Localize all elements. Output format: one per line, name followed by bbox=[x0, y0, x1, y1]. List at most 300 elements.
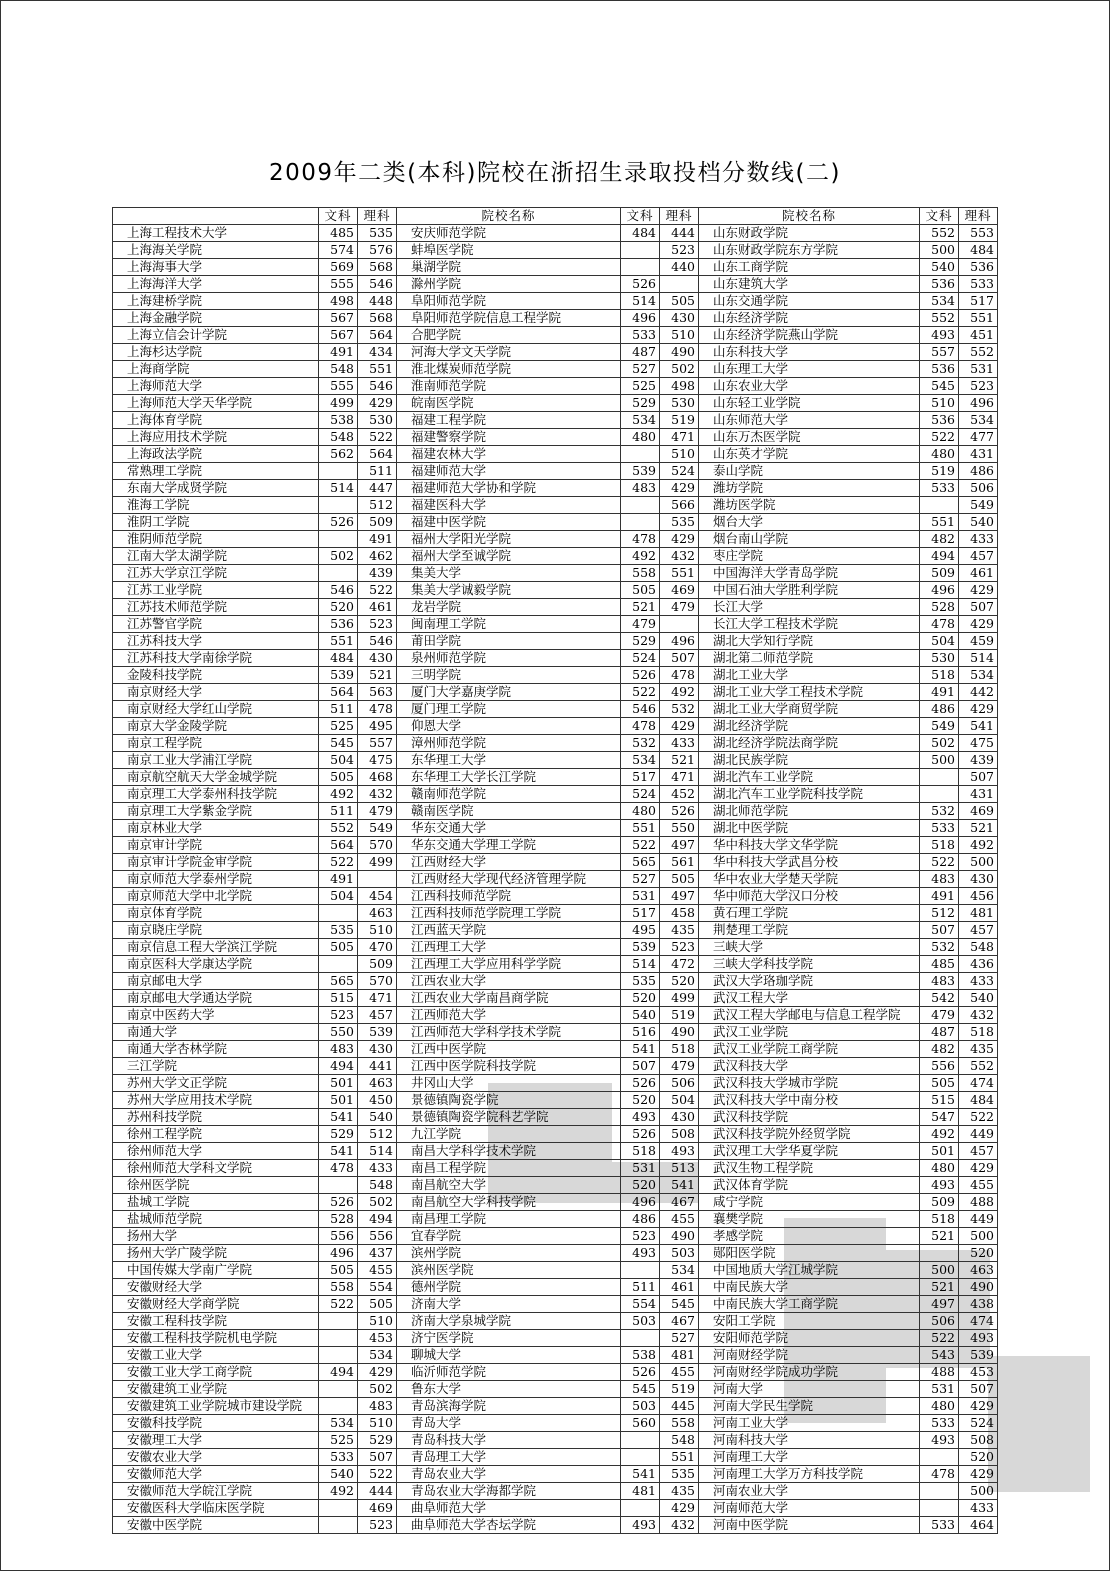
arts-score: 551 bbox=[319, 633, 358, 650]
arts-score: 494 bbox=[319, 1058, 358, 1075]
table-row bbox=[113, 1177, 998, 1194]
table-row bbox=[113, 1160, 998, 1177]
science-score: 507 bbox=[660, 650, 699, 667]
arts-score: 494 bbox=[920, 548, 959, 565]
table-row bbox=[113, 922, 998, 939]
science-score: 455 bbox=[959, 1177, 998, 1194]
arts-score: 501 bbox=[319, 1075, 358, 1092]
science-score: 558 bbox=[660, 1415, 699, 1432]
science-score: 507 bbox=[959, 1381, 998, 1398]
school-name: 上海工程技术大学 bbox=[113, 225, 319, 242]
table-row bbox=[113, 1245, 998, 1262]
arts-score: 528 bbox=[920, 599, 959, 616]
table-header-row bbox=[113, 208, 998, 225]
arts-score: 488 bbox=[920, 1364, 959, 1381]
arts-score: 532 bbox=[920, 803, 959, 820]
arts-score: 530 bbox=[920, 650, 959, 667]
school-name: 江西中医学院科技学院 bbox=[397, 1058, 621, 1075]
school-name: 山东建筑大学 bbox=[699, 276, 920, 293]
table-row bbox=[113, 1092, 998, 1109]
school-name: 武汉理工大学华夏学院 bbox=[699, 1143, 920, 1160]
arts-score bbox=[621, 446, 660, 463]
arts-score bbox=[319, 497, 358, 514]
arts-score bbox=[621, 259, 660, 276]
arts-score: 540 bbox=[621, 1007, 660, 1024]
table-row bbox=[113, 990, 998, 1007]
arts-score: 478 bbox=[621, 718, 660, 735]
science-score: 493 bbox=[959, 1330, 998, 1347]
school-name: 安徽建筑工业学院城市建设学院 bbox=[113, 1398, 319, 1415]
science-score: 429 bbox=[660, 1500, 699, 1517]
school-name: 集美大学诚毅学院 bbox=[397, 582, 621, 599]
arts-score: 525 bbox=[319, 1432, 358, 1449]
science-score: 510 bbox=[358, 922, 397, 939]
table-row bbox=[113, 344, 998, 361]
science-score: 535 bbox=[358, 225, 397, 242]
arts-score: 556 bbox=[920, 1058, 959, 1075]
school-name: 江西蓝天学院 bbox=[397, 922, 621, 939]
school-name: 南京体育学院 bbox=[113, 905, 319, 922]
table-row bbox=[113, 1466, 998, 1483]
school-name: 皖南医学院 bbox=[397, 395, 621, 412]
arts-score: 531 bbox=[621, 888, 660, 905]
science-score: 566 bbox=[660, 497, 699, 514]
science-score: 458 bbox=[660, 905, 699, 922]
science-score: 459 bbox=[959, 633, 998, 650]
school-name: 江南大学太湖学院 bbox=[113, 548, 319, 565]
table-row bbox=[113, 1007, 998, 1024]
school-name: 青岛理工大学 bbox=[397, 1449, 621, 1466]
school-name: 南京中医药大学 bbox=[113, 1007, 319, 1024]
arts-score: 520 bbox=[319, 599, 358, 616]
school-name: 淮南师范学院 bbox=[397, 378, 621, 395]
arts-score bbox=[621, 514, 660, 531]
arts-score: 505 bbox=[920, 1075, 959, 1092]
science-score: 568 bbox=[358, 310, 397, 327]
school-name: 南京审计学院 bbox=[113, 837, 319, 854]
school-name: 上海立信会计学院 bbox=[113, 327, 319, 344]
school-name: 滨州学院 bbox=[397, 1245, 621, 1262]
science-score: 440 bbox=[660, 259, 699, 276]
science-score: 439 bbox=[959, 752, 998, 769]
table-row bbox=[113, 599, 998, 616]
science-score: 526 bbox=[660, 803, 699, 820]
table-row bbox=[113, 854, 998, 871]
arts-score: 491 bbox=[920, 684, 959, 701]
arts-score: 501 bbox=[920, 1143, 959, 1160]
arts-score: 492 bbox=[319, 1483, 358, 1500]
science-score: 551 bbox=[959, 310, 998, 327]
school-name: 山东财政学院东方学院 bbox=[699, 242, 920, 259]
arts-score: 523 bbox=[621, 1228, 660, 1245]
school-name: 山东理工大学 bbox=[699, 361, 920, 378]
school-name: 福建中医学院 bbox=[397, 514, 621, 531]
arts-score: 548 bbox=[319, 429, 358, 446]
science-score: 506 bbox=[959, 480, 998, 497]
arts-score: 483 bbox=[920, 973, 959, 990]
school-name: 河南科技大学 bbox=[699, 1432, 920, 1449]
header-arts: 文科 bbox=[621, 208, 660, 225]
science-score: 517 bbox=[959, 293, 998, 310]
arts-score: 525 bbox=[621, 378, 660, 395]
table-row bbox=[113, 1313, 998, 1330]
school-name: 福建医科大学 bbox=[397, 497, 621, 514]
table-row bbox=[113, 1381, 998, 1398]
school-name: 安徽工程科技学院 bbox=[113, 1313, 319, 1330]
school-name: 江西师范大学 bbox=[397, 1007, 621, 1024]
science-score: 451 bbox=[959, 327, 998, 344]
science-score: 552 bbox=[959, 344, 998, 361]
science-score: 442 bbox=[959, 684, 998, 701]
arts-score: 505 bbox=[319, 939, 358, 956]
science-score: 429 bbox=[358, 1364, 397, 1381]
arts-score: 518 bbox=[621, 1143, 660, 1160]
table-row bbox=[113, 1211, 998, 1228]
arts-score: 526 bbox=[621, 667, 660, 684]
arts-score: 499 bbox=[319, 395, 358, 412]
table-row bbox=[113, 361, 998, 378]
science-score: 429 bbox=[959, 1398, 998, 1415]
arts-score: 485 bbox=[920, 956, 959, 973]
table-row bbox=[113, 735, 998, 752]
school-name: 聊城大学 bbox=[397, 1347, 621, 1364]
school-name: 湖北师范学院 bbox=[699, 803, 920, 820]
science-score: 467 bbox=[660, 1313, 699, 1330]
science-score: 540 bbox=[959, 990, 998, 1007]
science-score: 532 bbox=[660, 701, 699, 718]
school-name: 江苏技术师范学院 bbox=[113, 599, 319, 616]
science-score: 552 bbox=[959, 1058, 998, 1075]
science-score: 430 bbox=[660, 1109, 699, 1126]
science-score: 502 bbox=[358, 1381, 397, 1398]
science-score: 570 bbox=[358, 837, 397, 854]
science-score: 553 bbox=[959, 225, 998, 242]
header-arts: 文科 bbox=[920, 208, 959, 225]
science-score: 478 bbox=[660, 667, 699, 684]
arts-score: 551 bbox=[920, 514, 959, 531]
table-row bbox=[113, 1024, 998, 1041]
table-row bbox=[113, 1415, 998, 1432]
science-score: 475 bbox=[959, 735, 998, 752]
science-score: 545 bbox=[660, 1296, 699, 1313]
arts-score: 504 bbox=[920, 633, 959, 650]
school-name: 南昌航空大学 bbox=[397, 1177, 621, 1194]
arts-score: 514 bbox=[319, 480, 358, 497]
science-score: 447 bbox=[358, 480, 397, 497]
school-name: 曲阜师范大学杏坛学院 bbox=[397, 1517, 621, 1534]
school-name: 福州大学阳光学院 bbox=[397, 531, 621, 548]
header-science: 理科 bbox=[660, 208, 699, 225]
science-score: 527 bbox=[660, 1330, 699, 1347]
school-name: 莆田学院 bbox=[397, 633, 621, 650]
school-name: 湖北工业大学商贸学院 bbox=[699, 701, 920, 718]
science-score: 519 bbox=[660, 1007, 699, 1024]
school-name: 江苏大学京江学院 bbox=[113, 565, 319, 582]
science-score: 490 bbox=[660, 1024, 699, 1041]
science-score: 430 bbox=[660, 310, 699, 327]
school-name: 华东交通大学理工学院 bbox=[397, 837, 621, 854]
school-name: 南京晓庄学院 bbox=[113, 922, 319, 939]
arts-score: 498 bbox=[319, 293, 358, 310]
science-score: 508 bbox=[959, 1432, 998, 1449]
arts-score: 518 bbox=[920, 667, 959, 684]
science-score: 430 bbox=[358, 650, 397, 667]
arts-score bbox=[319, 565, 358, 582]
science-score: 439 bbox=[358, 565, 397, 582]
arts-score: 552 bbox=[920, 225, 959, 242]
school-name: 安徽师范大学 bbox=[113, 1466, 319, 1483]
science-score: 510 bbox=[660, 327, 699, 344]
science-score: 523 bbox=[358, 1517, 397, 1534]
arts-score: 546 bbox=[621, 701, 660, 718]
science-score: 518 bbox=[959, 1024, 998, 1041]
school-name: 南京航空航天大学金城学院 bbox=[113, 769, 319, 786]
arts-score bbox=[920, 769, 959, 786]
school-name: 泉州师范学院 bbox=[397, 650, 621, 667]
science-score: 514 bbox=[959, 650, 998, 667]
school-name: 南通大学 bbox=[113, 1024, 319, 1041]
table-row bbox=[113, 973, 998, 990]
school-name: 江苏警官学院 bbox=[113, 616, 319, 633]
school-name: 中国海洋大学青岛学院 bbox=[699, 565, 920, 582]
school-name: 南京邮电大学通达学院 bbox=[113, 990, 319, 1007]
science-score: 488 bbox=[959, 1194, 998, 1211]
arts-score: 479 bbox=[621, 616, 660, 633]
arts-score: 480 bbox=[920, 1160, 959, 1177]
school-name: 厦门大学嘉庚学院 bbox=[397, 684, 621, 701]
arts-score: 478 bbox=[319, 1160, 358, 1177]
school-name: 山东万杰医学院 bbox=[699, 429, 920, 446]
arts-score: 529 bbox=[621, 633, 660, 650]
school-name: 安徽财经大学 bbox=[113, 1279, 319, 1296]
arts-score: 520 bbox=[621, 990, 660, 1007]
table-row bbox=[113, 225, 998, 242]
school-name: 三江学院 bbox=[113, 1058, 319, 1075]
science-score: 457 bbox=[959, 548, 998, 565]
arts-score: 552 bbox=[920, 310, 959, 327]
arts-score: 539 bbox=[319, 667, 358, 684]
table-row bbox=[113, 1143, 998, 1160]
school-name: 武汉工程大学邮电与信息工程学院 bbox=[699, 1007, 920, 1024]
school-name: 济南大学 bbox=[397, 1296, 621, 1313]
science-score: 433 bbox=[660, 735, 699, 752]
science-score: 453 bbox=[959, 1364, 998, 1381]
school-name: 景德镇陶瓷学院科艺学院 bbox=[397, 1109, 621, 1126]
school-name: 上海海事大学 bbox=[113, 259, 319, 276]
school-name: 华中科技大学文华学院 bbox=[699, 837, 920, 854]
science-score: 494 bbox=[358, 1211, 397, 1228]
arts-score: 491 bbox=[920, 888, 959, 905]
school-name: 仰恩大学 bbox=[397, 718, 621, 735]
arts-score: 564 bbox=[319, 837, 358, 854]
science-score: 535 bbox=[660, 514, 699, 531]
school-name: 南昌工程学院 bbox=[397, 1160, 621, 1177]
arts-score: 514 bbox=[621, 293, 660, 310]
school-name: 河南财经学院成功学院 bbox=[699, 1364, 920, 1381]
science-score: 520 bbox=[959, 1449, 998, 1466]
school-name: 临沂师范学院 bbox=[397, 1364, 621, 1381]
school-name: 三峡大学 bbox=[699, 939, 920, 956]
science-score: 522 bbox=[358, 1466, 397, 1483]
school-name: 郧阳医学院 bbox=[699, 1245, 920, 1262]
arts-score: 524 bbox=[621, 650, 660, 667]
page-title: 2009年二类(本科)院校在浙招生录取投档分数线(二) bbox=[269, 160, 841, 186]
school-name: 湖北大学知行学院 bbox=[699, 633, 920, 650]
school-name: 安庆师范学院 bbox=[397, 225, 621, 242]
science-score: 522 bbox=[358, 429, 397, 446]
arts-score: 524 bbox=[621, 786, 660, 803]
science-score: 523 bbox=[660, 939, 699, 956]
school-name: 九江学院 bbox=[397, 1126, 621, 1143]
arts-score bbox=[319, 1330, 358, 1347]
school-name: 安徽医科大学临床医学院 bbox=[113, 1500, 319, 1517]
school-name: 赣南医学院 bbox=[397, 803, 621, 820]
school-name: 武汉科技大学 bbox=[699, 1058, 920, 1075]
arts-score: 522 bbox=[319, 1296, 358, 1313]
school-name: 南京财经大学红山学院 bbox=[113, 701, 319, 718]
school-name: 蚌埠医学院 bbox=[397, 242, 621, 259]
arts-score bbox=[621, 1500, 660, 1517]
arts-score: 521 bbox=[920, 1228, 959, 1245]
table-row bbox=[113, 1432, 998, 1449]
school-name: 湖北经济学院 bbox=[699, 718, 920, 735]
arts-score: 564 bbox=[319, 684, 358, 701]
arts-score: 545 bbox=[920, 378, 959, 395]
arts-score bbox=[920, 497, 959, 514]
school-name: 华中农业大学楚天学院 bbox=[699, 871, 920, 888]
arts-score: 525 bbox=[319, 718, 358, 735]
science-score: 474 bbox=[959, 1075, 998, 1092]
science-score: 548 bbox=[959, 939, 998, 956]
science-score: 481 bbox=[660, 1347, 699, 1364]
arts-score: 541 bbox=[319, 1143, 358, 1160]
school-name: 南京医科大学康达学院 bbox=[113, 956, 319, 973]
science-score: 471 bbox=[660, 769, 699, 786]
arts-score: 491 bbox=[319, 871, 358, 888]
arts-score: 526 bbox=[621, 1364, 660, 1381]
science-score: 433 bbox=[358, 1160, 397, 1177]
arts-score: 526 bbox=[621, 1126, 660, 1143]
school-name: 滁州学院 bbox=[397, 276, 621, 293]
school-name: 闽南理工学院 bbox=[397, 616, 621, 633]
arts-score: 484 bbox=[621, 225, 660, 242]
arts-score: 528 bbox=[319, 1211, 358, 1228]
school-name: 漳州师范学院 bbox=[397, 735, 621, 752]
arts-score: 522 bbox=[621, 837, 660, 854]
arts-score: 535 bbox=[319, 922, 358, 939]
table-row bbox=[113, 514, 998, 531]
arts-score: 518 bbox=[920, 1211, 959, 1228]
school-name: 山东农业大学 bbox=[699, 378, 920, 395]
science-score: 554 bbox=[358, 1279, 397, 1296]
arts-score: 504 bbox=[319, 752, 358, 769]
science-score: 484 bbox=[959, 1092, 998, 1109]
science-score: 502 bbox=[660, 361, 699, 378]
school-name: 咸宁学院 bbox=[699, 1194, 920, 1211]
table-row bbox=[113, 1075, 998, 1092]
science-score: 521 bbox=[660, 752, 699, 769]
science-score: 430 bbox=[959, 871, 998, 888]
school-name: 曲阜师范大学 bbox=[397, 1500, 621, 1517]
school-name: 江西师范大学科学技术学院 bbox=[397, 1024, 621, 1041]
school-name: 南通大学杏林学院 bbox=[113, 1041, 319, 1058]
science-score: 540 bbox=[959, 514, 998, 531]
school-name: 武汉科技学院 bbox=[699, 1109, 920, 1126]
science-score: 539 bbox=[959, 1347, 998, 1364]
arts-score: 493 bbox=[920, 1432, 959, 1449]
school-name: 常熟理工学院 bbox=[113, 463, 319, 480]
school-name: 滨州医学院 bbox=[397, 1262, 621, 1279]
school-name: 集美大学 bbox=[397, 565, 621, 582]
arts-score: 493 bbox=[621, 1245, 660, 1262]
school-name: 鲁东大学 bbox=[397, 1381, 621, 1398]
arts-score: 500 bbox=[920, 752, 959, 769]
arts-score: 483 bbox=[621, 480, 660, 497]
science-score: 433 bbox=[959, 531, 998, 548]
arts-score: 521 bbox=[920, 1279, 959, 1296]
table-row bbox=[113, 718, 998, 735]
school-name: 苏州大学应用技术学院 bbox=[113, 1092, 319, 1109]
table-row bbox=[113, 310, 998, 327]
arts-score: 496 bbox=[319, 1245, 358, 1262]
school-name: 东华理工大学长江学院 bbox=[397, 769, 621, 786]
arts-score: 539 bbox=[621, 939, 660, 956]
arts-score: 522 bbox=[920, 854, 959, 871]
science-score: 534 bbox=[959, 412, 998, 429]
school-name: 山东经济学院 bbox=[699, 310, 920, 327]
arts-score: 496 bbox=[621, 1194, 660, 1211]
school-name: 江西科技师范学院 bbox=[397, 888, 621, 905]
school-name: 烟台大学 bbox=[699, 514, 920, 531]
school-name: 山东师范大学 bbox=[699, 412, 920, 429]
arts-score bbox=[920, 1500, 959, 1517]
school-name: 青岛农业大学海都学院 bbox=[397, 1483, 621, 1500]
table-row bbox=[113, 786, 998, 803]
arts-score: 526 bbox=[621, 1075, 660, 1092]
arts-score bbox=[621, 242, 660, 259]
arts-score: 551 bbox=[621, 820, 660, 837]
science-score: 432 bbox=[660, 1517, 699, 1534]
school-name: 湖北汽车工业学院 bbox=[699, 769, 920, 786]
table-row bbox=[113, 1126, 998, 1143]
science-score: 500 bbox=[959, 1228, 998, 1245]
school-name: 安阳工学院 bbox=[699, 1313, 920, 1330]
science-score: 472 bbox=[660, 956, 699, 973]
arts-score: 558 bbox=[319, 1279, 358, 1296]
science-score: 521 bbox=[959, 820, 998, 837]
science-score: 457 bbox=[959, 922, 998, 939]
science-score: 429 bbox=[660, 718, 699, 735]
school-name: 济南大学泉城学院 bbox=[397, 1313, 621, 1330]
arts-score: 531 bbox=[621, 1160, 660, 1177]
school-name: 湖北第二师范学院 bbox=[699, 650, 920, 667]
arts-score: 520 bbox=[621, 1092, 660, 1109]
school-name: 中南民族大学工商学院 bbox=[699, 1296, 920, 1313]
science-score: 452 bbox=[660, 786, 699, 803]
science-score: 429 bbox=[959, 1160, 998, 1177]
school-name: 江苏工业学院 bbox=[113, 582, 319, 599]
arts-score bbox=[621, 1449, 660, 1466]
arts-score: 536 bbox=[920, 412, 959, 429]
school-name: 上海杉达学院 bbox=[113, 344, 319, 361]
school-name: 江西理工大学 bbox=[397, 939, 621, 956]
science-score: 475 bbox=[358, 752, 397, 769]
table-row bbox=[113, 412, 998, 429]
school-name: 青岛农业大学 bbox=[397, 1466, 621, 1483]
school-name: 江西中医学院 bbox=[397, 1041, 621, 1058]
arts-score: 494 bbox=[319, 1364, 358, 1381]
science-score: 479 bbox=[660, 599, 699, 616]
